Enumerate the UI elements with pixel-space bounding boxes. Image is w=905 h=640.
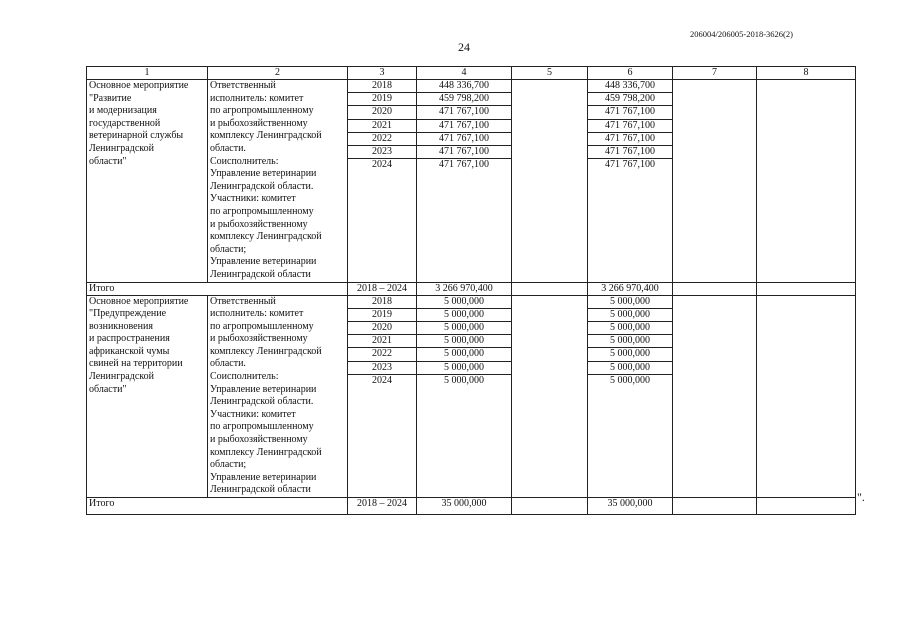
total-funding-cell: 35 000,000 [417,498,512,515]
regional-funding-cell: 5 000,000 [588,295,673,308]
col5-cell [512,295,588,498]
regional-funding-cell: 459 798,200 [588,93,673,106]
total-years: 2018 – 2024 [348,498,417,515]
total-funding-cell: 3 266 970,400 [417,282,512,295]
col7-cell [673,295,757,498]
page-number: 24 [458,40,470,54]
regional-funding-cell: 471 767,100 [588,159,673,282]
col-header-4: 4 [417,67,512,80]
total-funding-cell: 471 767,100 [417,119,512,132]
year-cell: 2018 [348,80,417,93]
total-funding-cell: 5 000,000 [417,361,512,374]
regional-funding-cell: 5 000,000 [588,374,673,497]
total-funding-cell: 5 000,000 [417,348,512,361]
col8-cell [757,282,856,295]
table-row [87,80,856,93]
regional-funding-cell: 5 000,000 [588,348,673,361]
total-label: Итого [87,282,348,295]
year-cell: 2019 [348,308,417,321]
document-id: 206004/206005-2018-3626(2) [690,29,793,39]
regional-funding-cell: 471 767,100 [588,132,673,145]
year-cell: 2024 [348,374,417,497]
total-funding-cell: 5 000,000 [417,295,512,308]
year-cell: 2023 [348,146,417,159]
regional-funding-cell: 5 000,000 [588,321,673,334]
total-funding-cell: 471 767,100 [417,146,512,159]
regional-funding-cell: 5 000,000 [588,308,673,321]
col8-cell [757,498,856,515]
col5-cell [512,80,588,283]
col-header-1: 1 [87,67,208,80]
col-header-7: 7 [673,67,757,80]
regional-funding-cell: 471 767,100 [588,119,673,132]
col8-cell [757,80,856,283]
col-header-3: 3 [348,67,417,80]
executor-cell: Ответственный исполнитель: комитет по агропромышленному и рыбохозяйственному комплексу Ленинградской области. Соисполнитель: Управление ветеринарии Ленинградской области. Участники: комитет по агропромышленному и рыбохозяйственному комплексу Ленинградской области; Управление ветеринарии Ленинградской области [208,80,348,283]
year-cell: 2023 [348,361,417,374]
year-cell: 2021 [348,119,417,132]
table-row [87,295,856,308]
year-cell: 2020 [348,106,417,119]
col7-cell [673,282,757,295]
total-years: 2018 – 2024 [348,282,417,295]
regional-funding-cell: 5 000,000 [588,335,673,348]
col5-cell [512,498,588,515]
regional-funding-cell: 448 336,700 [588,80,673,93]
total-funding-cell: 448 336,700 [417,80,512,93]
col8-cell [757,295,856,498]
col5-cell [512,282,588,295]
year-cell: 2018 [348,295,417,308]
total-label: Итого [87,498,348,515]
col-header-8: 8 [757,67,856,80]
event-name-cell: Основное мероприятие "Развитие и модернизация государственной ветеринарной службы Ленинградской области" [87,80,208,283]
year-cell: 2019 [348,93,417,106]
year-cell: 2021 [348,335,417,348]
total-funding-cell: 5 000,000 [417,335,512,348]
year-cell: 2022 [348,132,417,145]
total-funding-cell: 471 767,100 [417,132,512,145]
event-name-cell: Основное мероприятие "Предупреждение возникновения и распространения африканской чумы свиней на территории Ленинградской области" [87,295,208,498]
total-row [87,498,856,515]
total-funding-cell: 471 767,100 [417,159,512,282]
regional-funding-cell: 471 767,100 [588,106,673,119]
year-cell: 2020 [348,321,417,334]
regional-funding-cell: 471 767,100 [588,146,673,159]
col-header-6: 6 [588,67,673,80]
regional-funding-cell: 5 000,000 [588,361,673,374]
col7-cell [673,498,757,515]
total-funding-cell: 5 000,000 [417,321,512,334]
funding-table [86,66,856,515]
year-cell: 2022 [348,348,417,361]
executor-cell: Ответственный исполнитель: комитет по агропромышленному и рыбохозяйственному комплексу Ленинградской области. Соисполнитель: Управление ветеринарии Ленинградской области. Участники: комитет по агропромышленному и рыбохозяйственному комплексу Ленинградской области; Управление ветеринарии Ленинградской области [208,295,348,498]
total-funding-cell: 5 000,000 [417,308,512,321]
col7-cell [673,80,757,283]
regional-funding-cell: 3 266 970,400 [588,282,673,295]
total-funding-cell: 459 798,200 [417,93,512,106]
closing-quote-mark: ". [857,490,865,504]
header-row [87,67,856,80]
col-header-2: 2 [208,67,348,80]
regional-funding-cell: 35 000,000 [588,498,673,515]
total-funding-cell: 5 000,000 [417,374,512,497]
total-funding-cell: 471 767,100 [417,106,512,119]
year-cell: 2024 [348,159,417,282]
col-header-5: 5 [512,67,588,80]
total-row [87,282,856,295]
